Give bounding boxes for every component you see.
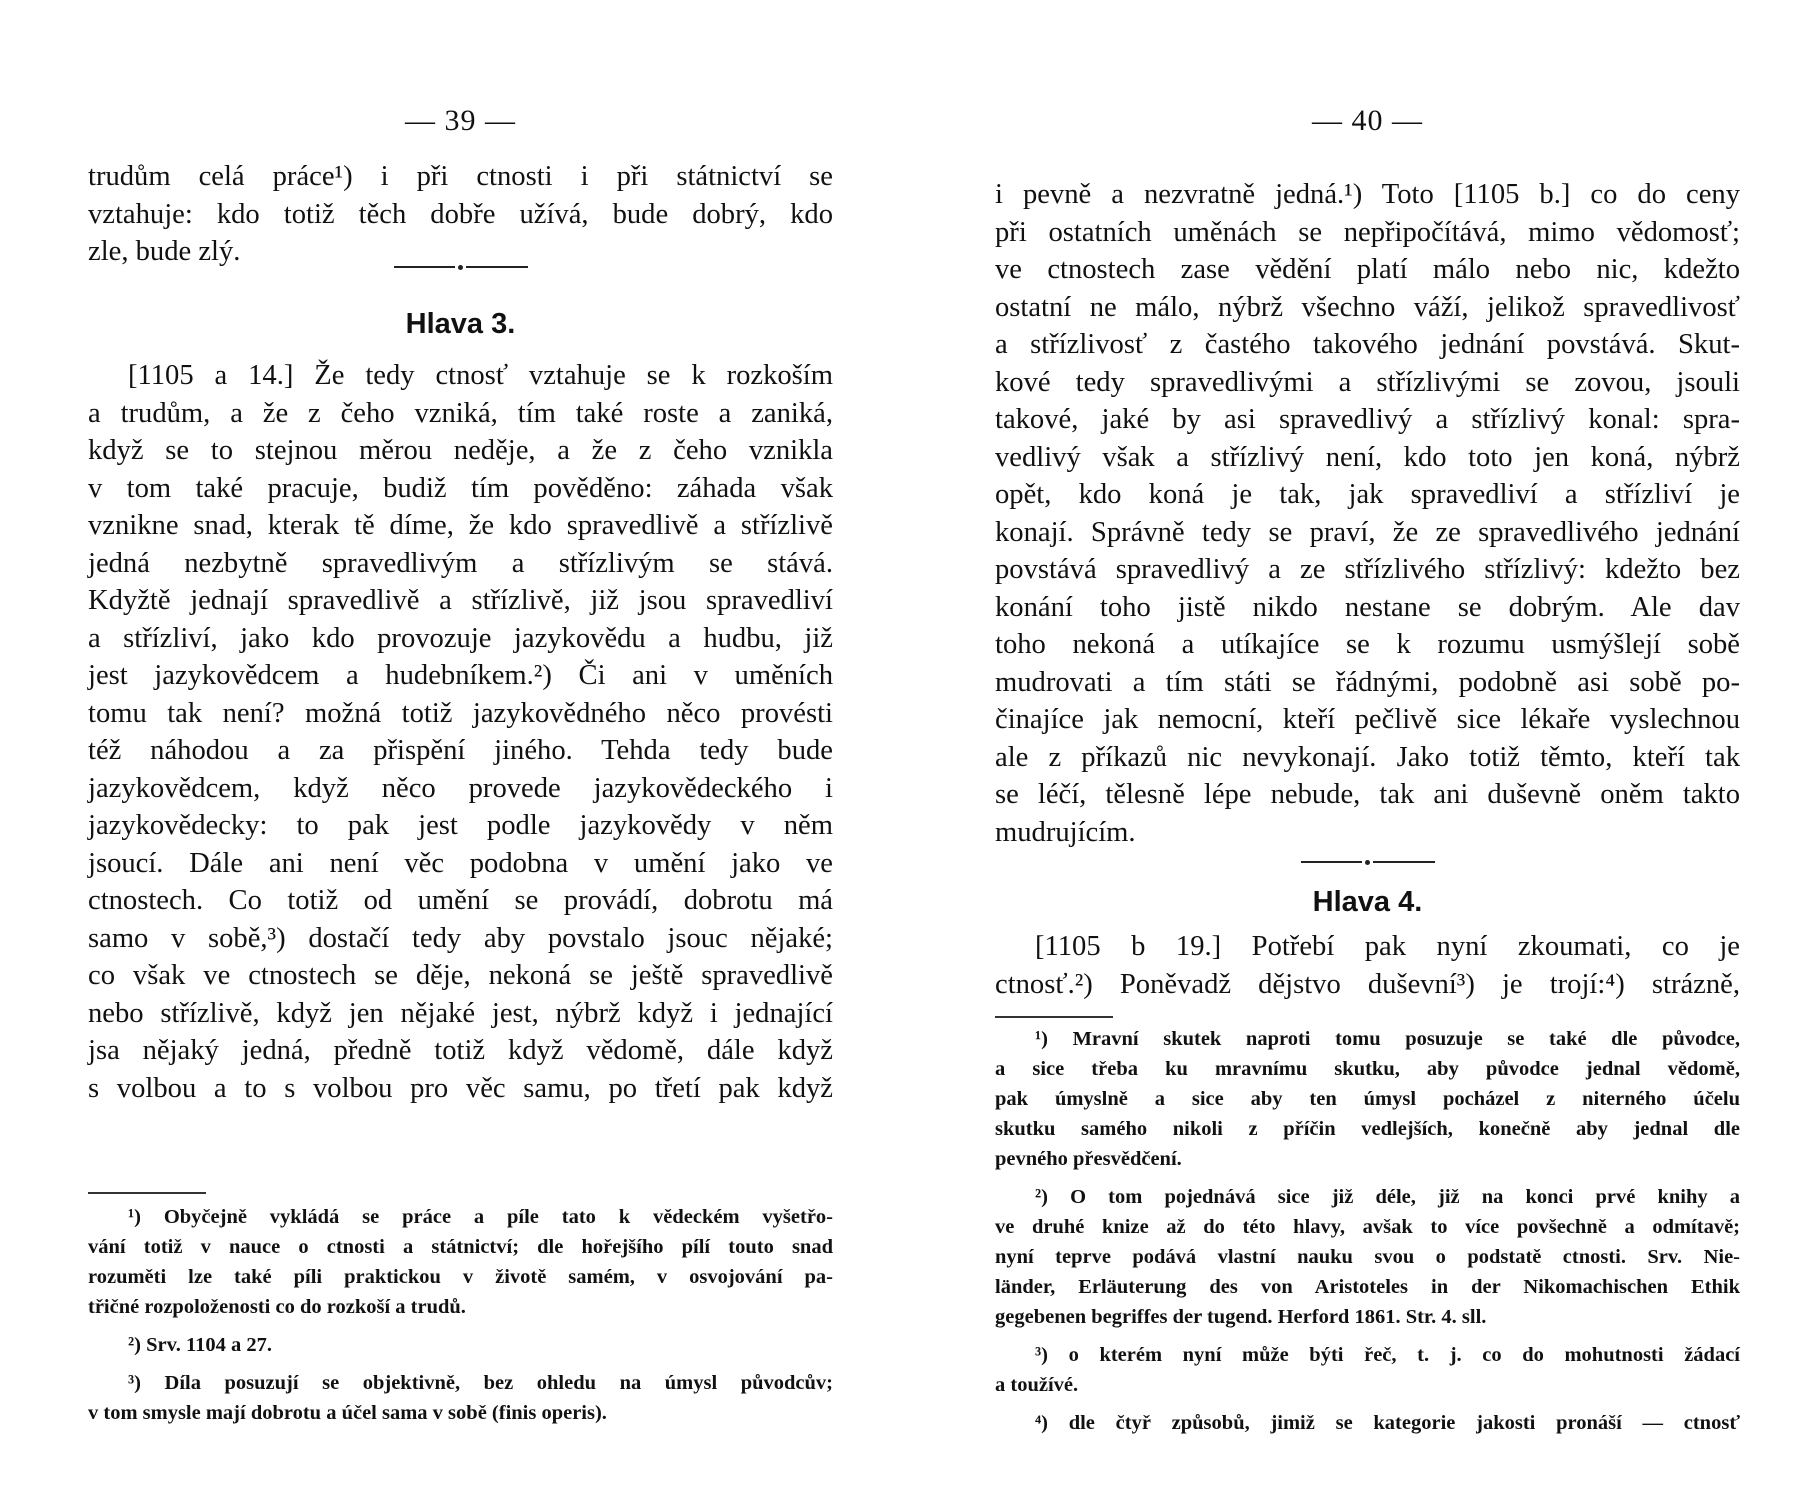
footnote-rule <box>88 1192 206 1194</box>
chapter-title: Hlava 4. <box>1312 886 1423 918</box>
text-line: jest jazykovědcem a hudebníkem.²) Či ani v uměních <box>88 660 833 691</box>
text-line: povstává spravedlivý a ze střízlivého střízlivý: kdežto bez <box>995 554 1740 585</box>
text-line: mudrovati a tím státi se řádnými, podobně asi sobě po- <box>995 666 1740 698</box>
text-line: nebo střízlivě, když jen nějaké jest, nýbrž když i jednající <box>88 997 833 1029</box>
footnote-line: ³) Díla posuzují se objektivně, bez ohledu na úmysl původcův; <box>128 1372 833 1394</box>
footnote-line: nyní teprve podává vlastní nauku svou o podstatě ctnosti. Srv. Nie- <box>995 1246 1740 1268</box>
section-ornament <box>394 266 528 268</box>
right-page <box>995 0 1740 1500</box>
text-line: při ostatních uměnách se nepřipočítává, mimo vědomosť; <box>995 216 1740 248</box>
body-text <box>995 176 1740 851</box>
text-line: toho nekoná a utíkajíce se k rozumu usmýšlejí sobě <box>995 629 1740 660</box>
text-line: samo v sobě,³) dostačí tedy aby povstalo jsouc nějaké; <box>88 922 833 954</box>
text-line: a trudům, a že z čeho vzniká, tím také roste a zaniká, <box>88 397 833 429</box>
text-line: konání toho jistě nikdo nestane se dobrým. Ale dav <box>995 591 1740 623</box>
chapter-body <box>995 928 1740 1003</box>
footnote-line: a sice třeba ku mravnímu skutku, aby původce jednal vědomě, <box>995 1058 1740 1080</box>
footnote-line: ¹) Obyčejně vykládá se práce a píle tato k vědeckém vyšetřo- <box>128 1206 833 1228</box>
continuation-text <box>88 158 833 271</box>
text-line: se léčí, tělesně lépe nebude, tak ani duševně oněm takto <box>995 779 1740 810</box>
text-line: takové, jaké by asi spravedlivý a střízlivý konal: spra- <box>995 404 1740 435</box>
footnote-line: a toužívé. <box>995 1374 1079 1396</box>
text-line: vznikne snad, kterak tě díme, že kdo spravedlivě a střízlivě <box>88 510 833 541</box>
footnote-rule <box>995 1016 1113 1018</box>
footnote-line: ²) Srv. 1104 a 27. <box>128 1334 272 1356</box>
footnote-line: pak úmyslně a sice aby ten úmysl pocházel z niterného účelu <box>995 1088 1740 1110</box>
text-line: tomu tak není? možná totiž jazykovědného něco provésti <box>88 697 833 729</box>
text-line: ale z příkazů nic nevykonají. Jako totiž těmto, kteří tak <box>995 741 1740 773</box>
footnote-line: länder, Erläuterung des von Aristoteles in der Nikomachischen Ethik <box>995 1276 1740 1298</box>
text-line: opět, kdo koná je tak, jak spravedliví a střízliví je <box>995 479 1740 510</box>
footnote-line: ³) o kterém nyní může býti řeč, t. j. co do mohutnosti žádací <box>1035 1344 1740 1366</box>
footnote-line: pevného přesvědčení. <box>995 1148 1182 1170</box>
text-line: konají. Správně tedy se praví, že ze spravedlivého jednání <box>995 516 1740 548</box>
text-line: ve ctnostech zase vědění platí málo nebo nic, kdežto <box>995 254 1740 285</box>
text-line: Kdyžtě jednají spravedlivě a střízlivě, již jsou spravedliví <box>88 585 833 616</box>
text-line: jazykovědcem, když něco provede jazykovědeckého i <box>88 772 833 804</box>
footnote-line: v tom smysle mají dobrotu a účel sama v sobě (finis operis). <box>88 1402 607 1424</box>
text-line: ctnosť.²) Poněvadž dějstvo duševní³) je trojí:⁴) strázně, <box>995 968 1740 1000</box>
text-line: a střízlivosť z častého takového jednání povstává. Skut- <box>995 329 1740 360</box>
text-line: též náhodou a za přispění jiného. Tehda tedy bude <box>88 735 833 766</box>
text-line: v tom také pracuje, budiž tím pověděno: záhada však <box>88 472 833 504</box>
left-page <box>88 0 833 1500</box>
footnote-line: gegebenen begriffes der tugend. Herford 1861. Str. 4. sll. <box>995 1306 1487 1328</box>
text-line: s volbou a to s volbou pro věc samu, po třetí pak když <box>88 1072 833 1104</box>
footnote-line: ¹) Mravní skutek naproti tomu posuzuje se také dle původce, <box>1035 1028 1740 1050</box>
text-line: i pevně a nezvratně jedná.¹) Toto [1105 b.] co do ceny <box>995 179 1740 210</box>
page-number: — 39 — <box>405 104 516 137</box>
footnote-line: třičné rozpoloženosti co do rozkoší a trudů. <box>88 1296 466 1318</box>
text-line: zle, bude zlý. <box>88 236 241 267</box>
footnote-line: ⁴) dle čtyř způsobů, jimiž se kategorie jakosti pronáší — ctnosť <box>1035 1412 1740 1434</box>
page-number: — 40 — <box>1312 104 1423 137</box>
text-line: mudrujícím. <box>995 816 1136 848</box>
text-line: jedná nezbytně spravedlivým a střízlivým se stává. <box>88 547 833 579</box>
text-line: [1105 a 14.] Že tedy ctnosť vztahuje se k rozkoším <box>128 360 833 391</box>
section-ornament <box>1301 861 1435 863</box>
text-line: jazykovědecky: to pak jest podle jazykovědy v něm <box>88 810 833 841</box>
text-line: činajíce jak nemocní, kteří pečlivě sice lékaře vyslechnou <box>995 704 1740 735</box>
footnote-line: skutku samého nikoli z příčin vedlejších, konečně aby jednal dle <box>995 1118 1740 1140</box>
text-line: jsa nějaký jedná, předně totiž když vědomě, dále když <box>88 1035 833 1066</box>
text-line: trudům celá práce¹) i při ctnosti i při státnictví se <box>88 161 833 192</box>
text-line: co však ve ctnostech se děje, nekoná se ještě spravedlivě <box>88 960 833 991</box>
text-line: vedlivý však a střízlivý není, kdo toto jen koná, nýbrž <box>995 441 1740 473</box>
body-text <box>88 357 833 1107</box>
footnote-line: rozuměti lze také píli praktickou v životě samém, v osvojování pa- <box>88 1266 833 1288</box>
text-line: kové tedy spravedlivými a střízlivými se zovou, jsouli <box>995 366 1740 398</box>
footnote-line: ²) O tom pojednává sice již déle, již na konci prvé knihy a <box>1035 1186 1740 1208</box>
footnotes <box>995 1024 1740 1438</box>
footnote-line: ve druhé knize až do této hlavy, avšak to více povšechně a odmítavě; <box>995 1216 1740 1238</box>
text-line: [1105 b 19.] Potřebí pak nyní zkoumati, co je <box>1035 931 1740 962</box>
chapter-title: Hlava 3. <box>405 308 516 340</box>
text-line: když se to stejnou měrou neděje, a že z čeho vznikla <box>88 435 833 466</box>
text-line: vztahuje: kdo totiž těch dobře užívá, bude dobrý, kdo <box>88 198 833 230</box>
footnote-line: vání totiž v nauce o ctnosti a státnictví; dle hořejšího pílí touto snad <box>88 1236 833 1258</box>
text-line: ostatní ne málo, nýbrž všechno váží, jelikož spravedlivosť <box>995 291 1740 323</box>
text-line: jsoucí. Dále ani není věc podobna v umění jako ve <box>88 847 833 879</box>
footnotes <box>88 1202 833 1428</box>
text-line: ctnostech. Co totiž od umění se provádí, dobrotu má <box>88 885 833 916</box>
text-line: a střízliví, jako kdo provozuje jazykovědu a hudbu, již <box>88 622 833 654</box>
